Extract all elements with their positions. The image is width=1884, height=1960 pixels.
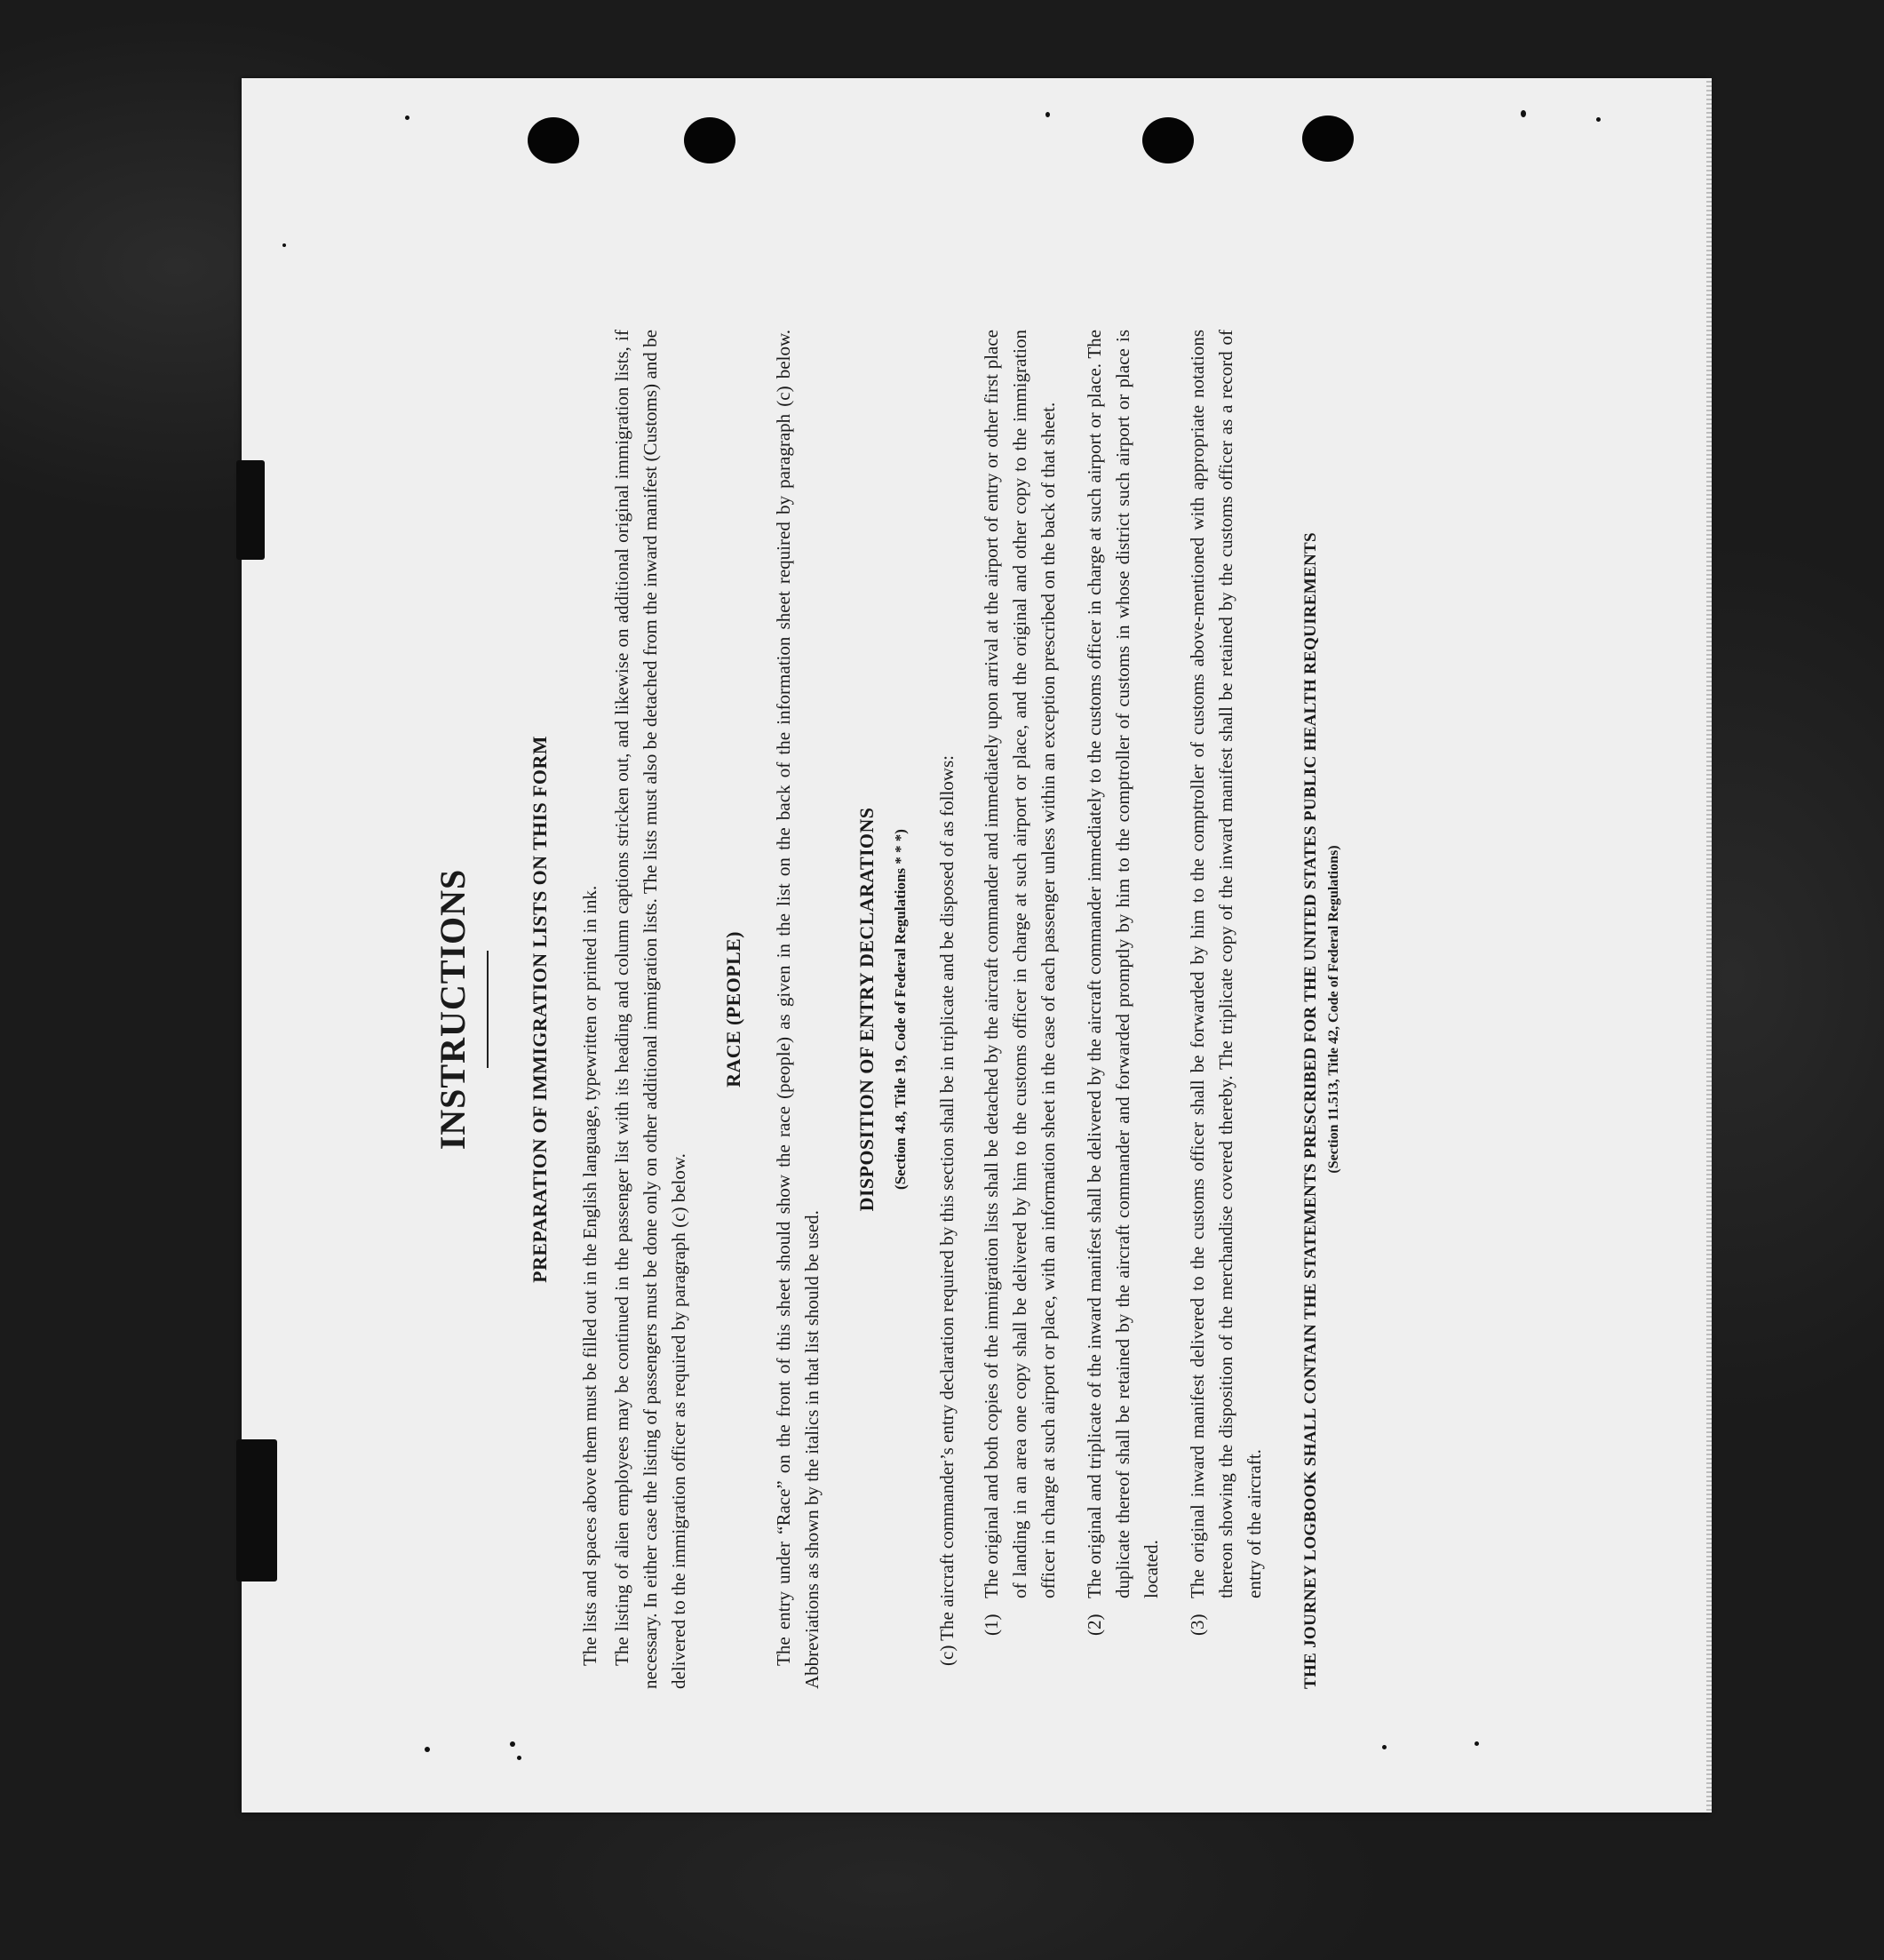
- punch-hole-2: [684, 117, 735, 163]
- speck: [517, 1756, 521, 1760]
- list-item-text: The original inward manifest delivered to the customs officer shall be forwarded by him to the comptroller of customs above-mentioned with appropriate notations thereon showing the disposition of the merchandise covered thereby. The triplicate copy of the inward manifest shall be retained by the customs officer as a record of entry of the aircraft.: [1187, 330, 1265, 1598]
- perforated-edge: [1706, 78, 1712, 1813]
- punch-hole-4: [1302, 116, 1354, 162]
- speck: [1382, 1745, 1387, 1749]
- list-item-number: (1): [981, 1613, 1002, 1636]
- list-item-number: (3): [1187, 1613, 1208, 1636]
- paragraph-disposition-intro: (c) The aircraft commander’s entry declaration required by this section shall be in triplicate and be disposed of as follows:: [936, 755, 958, 1666]
- punch-hole-1: [528, 117, 579, 163]
- section-heading-preparation: PREPARATION OF IMMIGRATION LISTS ON THIS FORM: [529, 736, 551, 1283]
- citation-health-requirement: (Section 11.513, Title 42, Code of Federal Regulations): [1326, 845, 1341, 1174]
- paragraph-preparation-1: The lists and spaces above them must be filled out in the English language, typewritten or printed in ink.: [579, 885, 600, 1666]
- punch-hole-3: [1142, 117, 1194, 163]
- speck: [1475, 1741, 1479, 1746]
- list-item-text: The original and triplicate of the inward manifest shall be delivered by the aircraft commander immediately to the customs officer in charge at such airport or place. The duplicate thereof shall be retained by the aircraft commander and forwarded promptly by him to the comptroller of customs in whose district such airport or place is located.: [1084, 330, 1162, 1598]
- title-underline: [487, 951, 489, 1068]
- speck: [425, 1747, 430, 1752]
- paragraph-race: The entry under “Race” on the front of this sheet should show the race (people) as given in the list on the back of the information sheet required by paragraph (c) below. Abbreviations as shown by the italics in that list should be used.: [773, 330, 823, 1689]
- speck: [1045, 112, 1050, 117]
- paragraph-preparation-2: The listing of alien employees may be continued in the passenger list with its heading and column captions stricken out, and likewise on additional original immigration lists, if necessary. In either case the listing of passengers must be done only on other additional immigration lists. The lists must also be detached from the inward manifest (Customs) and be delivered to the immigration officer as required by paragraph (c) below.: [611, 330, 689, 1689]
- tape-strip-lower: [236, 1439, 277, 1582]
- health-requirement-statement: THE JOURNEY LOGBOOK SHALL CONTAIN THE STATEMENTS PRESCRIBED FOR THE UNITED STATES PUBLIC HEALTH REQUIREMENTS: [1301, 532, 1320, 1689]
- rotated-text-block: [435, 267, 1439, 1742]
- document-title: INSTRUCTIONS: [433, 868, 473, 1151]
- speck: [1596, 117, 1601, 122]
- speck: [282, 243, 286, 247]
- speck: [1521, 110, 1526, 117]
- list-item-1: [977, 330, 1062, 1652]
- section-heading-disposition: DISPOSITION OF ENTRY DECLARATIONS: [855, 807, 878, 1212]
- citation-disposition: (Section 4.8, Title 19, Code of Federal Regulations * * *): [892, 829, 909, 1190]
- list-item-3: [1183, 330, 1268, 1652]
- list-item-text: The original and both copies of the immigration lists shall be detached by the aircraft commander and immediately upon arrival at the airport of entry or other first place of landing in an area one copy shall be delivered by him to the customs officer in charge at such airport or place, and the original and other copy to the immigration officer in charge at such airport or place, with an information sheet in the case of each passenger unless within an exception prescribed on the back of that sheet.: [981, 330, 1059, 1598]
- tape-strip-upper: [236, 460, 265, 560]
- list-item-2: [1080, 330, 1165, 1652]
- speck: [405, 116, 409, 120]
- list-item-number: (2): [1084, 1613, 1105, 1636]
- section-heading-race: RACE (PEOPLE): [722, 931, 744, 1088]
